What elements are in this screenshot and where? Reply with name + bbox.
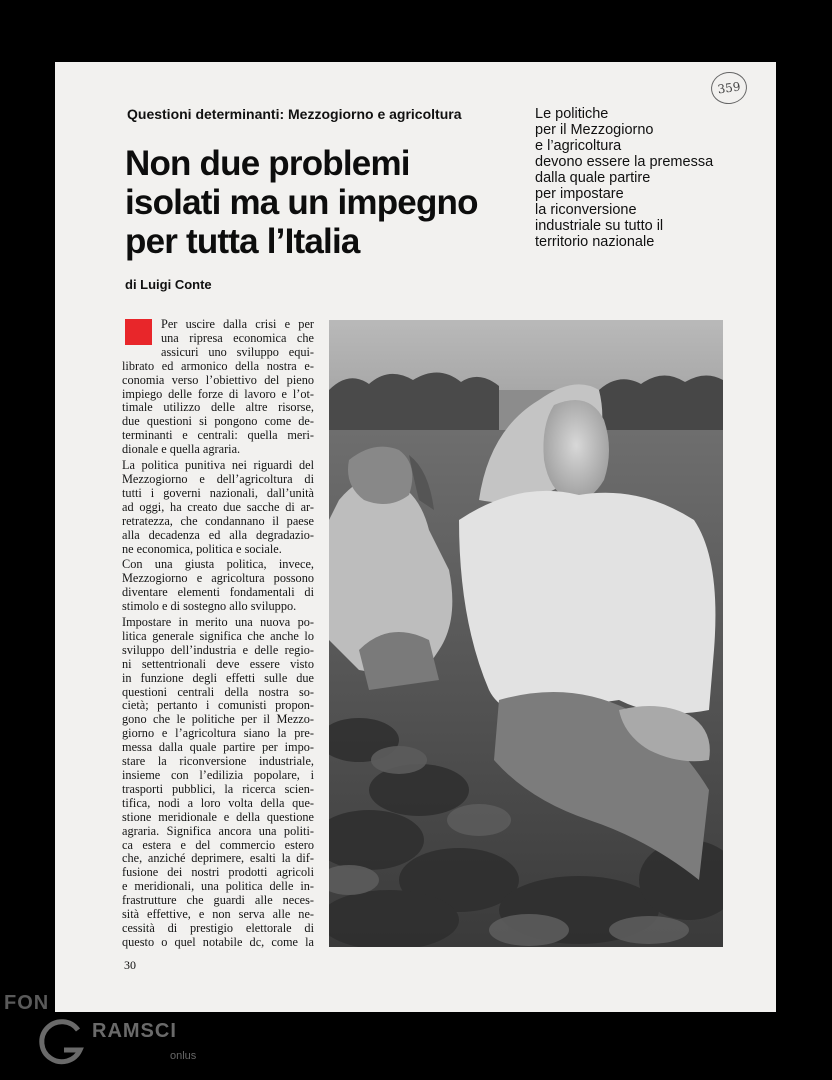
body-line: librato ed armonico della nostra e-	[122, 358, 314, 373]
deck-line: per impostare	[535, 186, 624, 202]
body-line: sviluppo dell’industria e delle regio-	[122, 642, 314, 657]
headline-line: Non due problemi	[125, 144, 410, 183]
article-kicker: Questioni determinanti: Mezzogiorno e agricoltura	[127, 106, 462, 122]
body-line: diventare elementi fondamentali di	[122, 585, 314, 600]
watermark-letter: G	[64, 1032, 65, 1033]
body-line: alla decadenza ed alla degradazio-	[122, 527, 314, 542]
body-line: ca estera e del commercio estero	[122, 837, 314, 852]
body-line: Mezzogiorno e agricoltura possono	[122, 571, 314, 586]
body-line: terminanti e centrali: quella meri-	[122, 428, 314, 443]
watermark-brand: RAMSCI	[92, 1020, 177, 1042]
headline-line: isolati ma un impegno	[125, 183, 478, 222]
body-line: una ripresa economica che	[161, 330, 314, 345]
body-line: Con una giusta politica, invece,	[122, 557, 314, 572]
body-line: Mezzogiorno e dell’agricoltura di	[122, 471, 314, 486]
article-deck	[535, 106, 745, 250]
body-line: gono che le politiche per il Mezzo-	[122, 712, 314, 727]
body-line: e meridionali, una politica delle in-	[122, 879, 314, 894]
body-line: Impostare in merito una nuova po-	[122, 615, 314, 630]
body-line: trasporti pubblici, la ricerca scien-	[122, 781, 314, 796]
body-line: dionale e quella agraria.	[122, 442, 241, 457]
body-line: Per uscire dalla crisi e per	[161, 317, 314, 331]
body-line: due questioni si pongono come de-	[122, 414, 314, 429]
body-line: retratezza, che condannano il paese	[122, 513, 314, 528]
page-number: 30	[124, 958, 136, 972]
body-line: stimolo e di sostegno allo sviluppo.	[122, 599, 297, 614]
deck-line: per il Mezzogiorno	[535, 122, 654, 138]
body-line: sità effettive, e non serva alle ne-	[122, 907, 314, 922]
body-line: frastrutture che guardi alle neces-	[122, 893, 314, 908]
body-line: conomia verso l’obiettivo del pieno	[122, 372, 314, 387]
article-photo	[329, 320, 723, 947]
body-line: tutti i governi nazionali, dall’unità	[122, 485, 314, 500]
body-line: giorno e l’agricoltura siano la pre-	[122, 726, 314, 741]
body-line: tifica, nodi a loro volta della que-	[122, 795, 314, 810]
body-line: in funzione degli effetti sulle due	[122, 670, 314, 685]
deck-line: e l’agricoltura	[535, 138, 622, 154]
deck-line: territorio nazionale	[535, 234, 655, 250]
handwritten-page-note: 359	[709, 70, 749, 107]
body-line: ni settentrionali deve essere visto	[122, 656, 314, 671]
deck-line: devono essere la premessa	[535, 154, 714, 170]
body-line: che, anziché deprimere, esalti la dif-	[122, 851, 314, 866]
body-line: agraria. Significa ancora una politi-	[122, 823, 314, 838]
body-line: La politica punitiva nei riguardi del	[122, 458, 314, 473]
deck-line: dalla quale partire	[535, 170, 651, 186]
gramsci-g-logo-icon	[34, 1016, 86, 1068]
body-line: fusione dei nostri prodotti agricoli	[122, 865, 314, 880]
body-line: cessità di prestigio elettorale di	[122, 920, 314, 935]
body-line: ad oggi, ha creato due sacche di ar-	[122, 499, 314, 514]
photo-farm-workers-illustration	[329, 320, 723, 947]
body-line: cietà; pertanto i comunisti propon-	[122, 698, 314, 713]
deck-line: Le politiche	[535, 106, 609, 122]
body-line: questo o quel notabile dc, come la	[122, 934, 314, 949]
body-line: assicuri uno sviluppo equi-	[161, 344, 314, 359]
body-line: litica generale significa che anche lo	[122, 628, 314, 643]
headline-line: per tutta l’Italia	[125, 222, 360, 261]
article-byline: di Luigi Conte	[125, 277, 212, 292]
watermark-prefix: FON	[4, 992, 50, 1014]
body-line: messa dalla quale partire per impo-	[122, 740, 314, 755]
body-line: stione meridionale e della questione	[122, 809, 314, 824]
article-body	[122, 318, 314, 950]
body-line: ne economica, politica e sociale.	[122, 541, 282, 556]
watermark-sub: onlus	[170, 1050, 197, 1062]
deck-line: industriale su tutto il	[535, 218, 664, 234]
body-line: timale utilizzo delle altre risorse,	[122, 400, 314, 415]
body-line: insieme con l’edilizia popolare, i	[122, 768, 314, 782]
body-line: impiego delle forze di lavoro e l’ot-	[122, 386, 314, 401]
body-line: questioni centrali della nostra so-	[122, 684, 314, 699]
deck-line: la riconversione	[535, 202, 637, 218]
fondazione-gramsci-watermark	[2, 990, 222, 1070]
article-headline	[125, 144, 525, 261]
body-line: stare la riconversione industriale,	[122, 754, 314, 769]
